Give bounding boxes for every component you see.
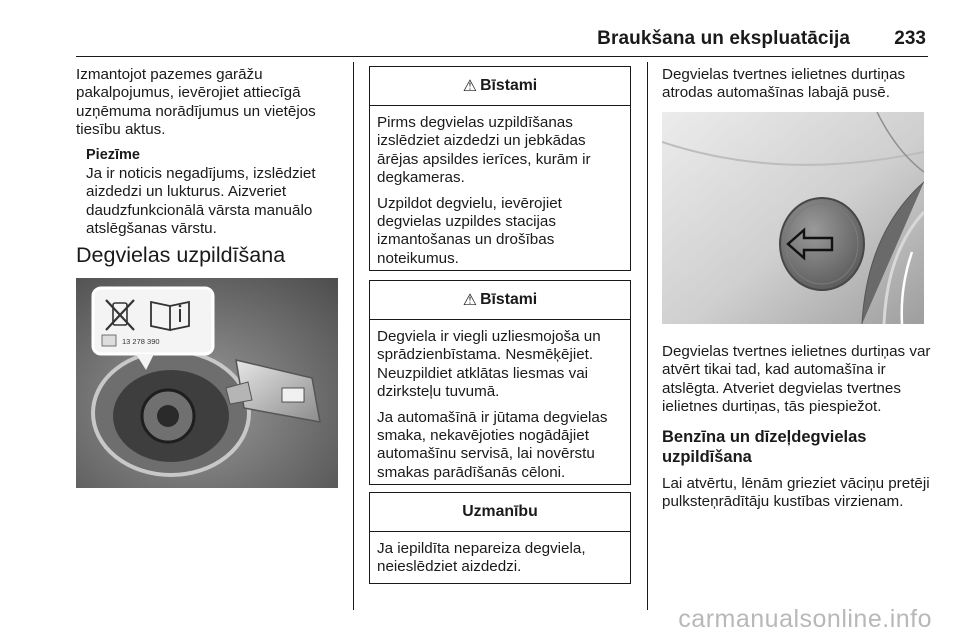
header-title: Braukšana un ekspluatācija [597,28,850,49]
cap-open-text: Lai atvērtu, lēnām grieziet vāciņu pretēji pulksteņrādītāju kustības virzienam. [662,475,930,511]
caution-box-header [370,493,630,532]
warning-triangle-icon: ⚠ [462,292,478,309]
danger-box-header [370,67,630,106]
section-heading: Degvielas uzpildīšana [76,243,286,267]
column-divider [353,62,354,610]
danger-box-text: Degviela ir viegli uzliesmojoša un sprādzienbīstama. Nesmēķējiet. Neuzpildiet atklātas liesmas vai dzirksteļu tuvumā. [377,328,601,401]
fuel-door-location-text: Degvielas tvertnes ielietnes durtiņas atrodas automašīnas labajā pusē. [662,66,906,102]
fuel-door-illustration [662,112,924,324]
warning-triangle-icon: ⚠ [462,78,478,95]
header-rule [76,56,928,57]
column-divider [647,62,648,610]
danger-box-text: Ja automašīnā ir jūtama degvielas smaka, nekavējoties nogādājiet automašīnu servisā, lai novērstu smakas parādīšanās cēloni. [377,408,608,481]
caution-box-title: Uzmanību [462,503,538,520]
danger-box-1 [369,66,631,271]
note-text: Ja ir noticis negadījums, izslēdziet aizdedzi un lukturus. Aizveriet daudzfunkcionālā vārsta manuālo atslēgšanas vārstu. [86,165,316,238]
note-label: Piezīme [86,147,140,163]
intro-paragraph: Izmantojot pazemes garāžu pakalpojumus, ievērojiet attiecīgā uzņēmuma norādījumus un vietējos tiesību aktus. [76,66,316,139]
danger-box-title: Bīstami [480,77,538,94]
page-number: 233 [894,28,926,49]
fuel-flap-illustration [76,278,338,488]
caution-box [369,492,631,584]
caution-box-text: Ja iepildīta nepareiza degviela, neieslēdziet aizdedzi. [377,540,586,576]
label-number: 13 278 390 [122,337,160,346]
fuel-door-open-text: Degvielas tvertnes ielietnes durtiņas var atvērt tikai tad, kad automašīna ir atslēgta. Atveriet degvielas tvertnes ielietnes durtiņas, tās piespiežot. [662,343,931,416]
watermark: carmanualsonline.info [678,605,932,633]
subsection-heading: Benzīna un dīzeļdegvielas uzpildīšana [662,428,867,466]
danger-box-header [370,281,630,320]
danger-box-title: Bīstami [480,291,538,308]
danger-box-text: Uzpildot degvielu, ievērojiet degvielas uzpildes stacijas izmantošanas un drošības noteikumus. [377,194,562,267]
danger-box-2 [369,280,631,485]
danger-box-text: Pirms degvielas uzpildīšanas izslēdziet aizdedzi un jebkādas ārējas apsildes ierīces, kurām ir degkameras. [377,114,591,187]
